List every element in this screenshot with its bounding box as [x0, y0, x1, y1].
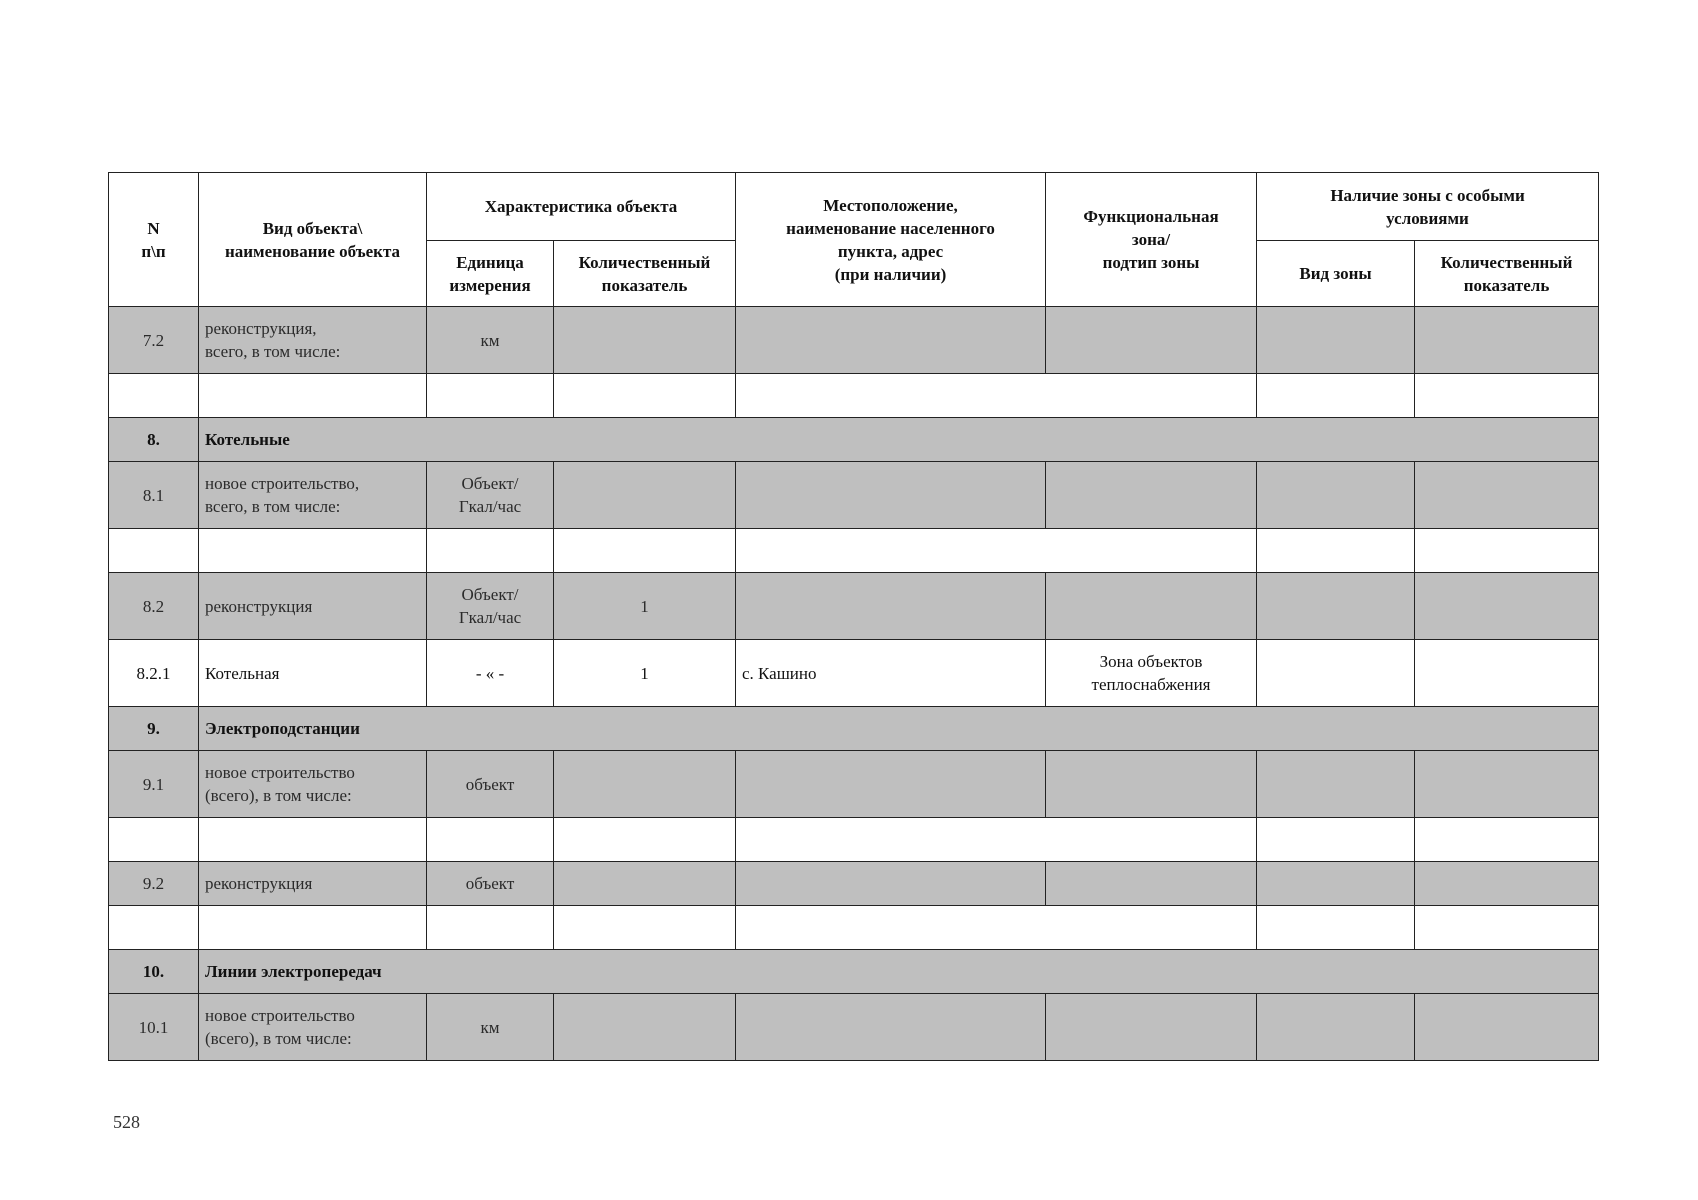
empty-cell [109, 818, 199, 862]
row-location [736, 751, 1046, 818]
row-quantity: 1 [554, 640, 736, 707]
empty-cell [1415, 529, 1599, 573]
header-num: N п\п [109, 173, 199, 307]
row-zone-type [1257, 462, 1415, 529]
row-zone-quantity [1415, 640, 1599, 707]
empty-cell [736, 529, 1257, 573]
header-characteristic: Характеристика объекта [427, 173, 736, 241]
empty-cell [736, 906, 1257, 950]
row-zone-type [1257, 640, 1415, 707]
row-name: новое строительство (всего), в том числе: [199, 751, 427, 818]
row-unit: км [427, 994, 554, 1061]
row-zone-quantity [1415, 462, 1599, 529]
section-title: Линии электропередач [199, 950, 1599, 994]
section-row [109, 950, 1599, 994]
section-row [109, 707, 1599, 751]
row-unit: Объект/ Гкал/час [427, 462, 554, 529]
row-name: реконструкция [199, 862, 427, 906]
header-special-zone: Наличие зоны с особыми условиями [1257, 173, 1599, 241]
item-row [109, 862, 1599, 906]
row-unit: объект [427, 862, 554, 906]
empty-cell [109, 906, 199, 950]
row-zone-type [1257, 862, 1415, 906]
row-zone-quantity [1415, 307, 1599, 374]
row-zone-quantity [1415, 573, 1599, 640]
header-quantity: Количественный показатель [554, 241, 736, 307]
item-row [109, 462, 1599, 529]
row-number: 8.2 [109, 573, 199, 640]
page-number: 528 [113, 1112, 140, 1132]
empty-cell [1257, 529, 1415, 573]
row-number: 9.1 [109, 751, 199, 818]
row-name: новое строительство (всего), в том числе: [199, 994, 427, 1061]
row-name: Котельная [199, 640, 427, 707]
empty-cell [1415, 906, 1599, 950]
data-table [108, 172, 1599, 1061]
empty-cell [1415, 818, 1599, 862]
row-zone-type [1257, 573, 1415, 640]
section-row [109, 418, 1599, 462]
row-zone-type [1257, 751, 1415, 818]
row-functional-zone [1046, 462, 1257, 529]
row-quantity: 1 [554, 573, 736, 640]
row-location [736, 307, 1046, 374]
row-location [736, 462, 1046, 529]
row-quantity [554, 307, 736, 374]
header-functional-zone: Функциональная зона/ подтип зоны [1046, 173, 1257, 307]
row-functional-zone [1046, 573, 1257, 640]
section-number: 10. [109, 950, 199, 994]
empty-cell [199, 818, 427, 862]
empty-cell [736, 818, 1257, 862]
row-number: 10.1 [109, 994, 199, 1061]
empty-row [109, 529, 1599, 573]
empty-cell [427, 374, 554, 418]
item-row [109, 751, 1599, 818]
section-title: Котельные [199, 418, 1599, 462]
empty-cell [1415, 374, 1599, 418]
row-zone-quantity [1415, 994, 1599, 1061]
header-unit: Единица измерения [427, 241, 554, 307]
row-unit: объект [427, 751, 554, 818]
row-functional-zone [1046, 994, 1257, 1061]
row-number: 7.2 [109, 307, 199, 374]
row-name: реконструкция [199, 573, 427, 640]
header-location: Местоположение, наименование населенного пункта, адрес (при наличии) [736, 173, 1046, 307]
row-name: новое строительство, всего, в том числе: [199, 462, 427, 529]
empty-cell [427, 818, 554, 862]
row-number: 8.1 [109, 462, 199, 529]
row-zone-quantity [1415, 862, 1599, 906]
row-quantity [554, 862, 736, 906]
item-row [109, 994, 1599, 1061]
header-zone-type: Вид зоны [1257, 241, 1415, 307]
section-number: 8. [109, 418, 199, 462]
row-functional-zone: Зона объектов теплоснабжения [1046, 640, 1257, 707]
row-location [736, 862, 1046, 906]
row-name: реконструкция, всего, в том числе: [199, 307, 427, 374]
row-location [736, 573, 1046, 640]
row-location: с. Кашино [736, 640, 1046, 707]
header-zone-quantity: Количественный показатель [1415, 241, 1599, 307]
empty-cell [199, 906, 427, 950]
empty-cell [427, 906, 554, 950]
empty-cell [1257, 906, 1415, 950]
section-title: Электроподстанции [199, 707, 1599, 751]
empty-cell [1257, 818, 1415, 862]
item-row [109, 573, 1599, 640]
empty-cell [554, 818, 736, 862]
empty-cell [199, 529, 427, 573]
empty-cell [736, 374, 1257, 418]
row-functional-zone [1046, 307, 1257, 374]
empty-cell [109, 374, 199, 418]
empty-cell [427, 529, 554, 573]
header-kind: Вид объекта\ наименование объекта [199, 173, 427, 307]
item-row [109, 307, 1599, 374]
empty-row [109, 818, 1599, 862]
row-quantity [554, 751, 736, 818]
row-zone-type [1257, 994, 1415, 1061]
section-number: 9. [109, 707, 199, 751]
row-unit: - « - [427, 640, 554, 707]
row-quantity [554, 994, 736, 1061]
row-zone-quantity [1415, 751, 1599, 818]
row-unit: км [427, 307, 554, 374]
row-location [736, 994, 1046, 1061]
empty-cell [109, 529, 199, 573]
row-quantity [554, 462, 736, 529]
row-functional-zone [1046, 862, 1257, 906]
row-unit: Объект/ Гкал/час [427, 573, 554, 640]
row-number: 8.2.1 [109, 640, 199, 707]
row-functional-zone [1046, 751, 1257, 818]
table-body [109, 307, 1599, 1061]
empty-row [109, 906, 1599, 950]
empty-cell [554, 529, 736, 573]
row-zone-type [1257, 307, 1415, 374]
empty-cell [554, 374, 736, 418]
detail-row [109, 640, 1599, 707]
empty-cell [1257, 374, 1415, 418]
empty-cell [554, 906, 736, 950]
empty-cell [199, 374, 427, 418]
row-number: 9.2 [109, 862, 199, 906]
empty-row [109, 374, 1599, 418]
